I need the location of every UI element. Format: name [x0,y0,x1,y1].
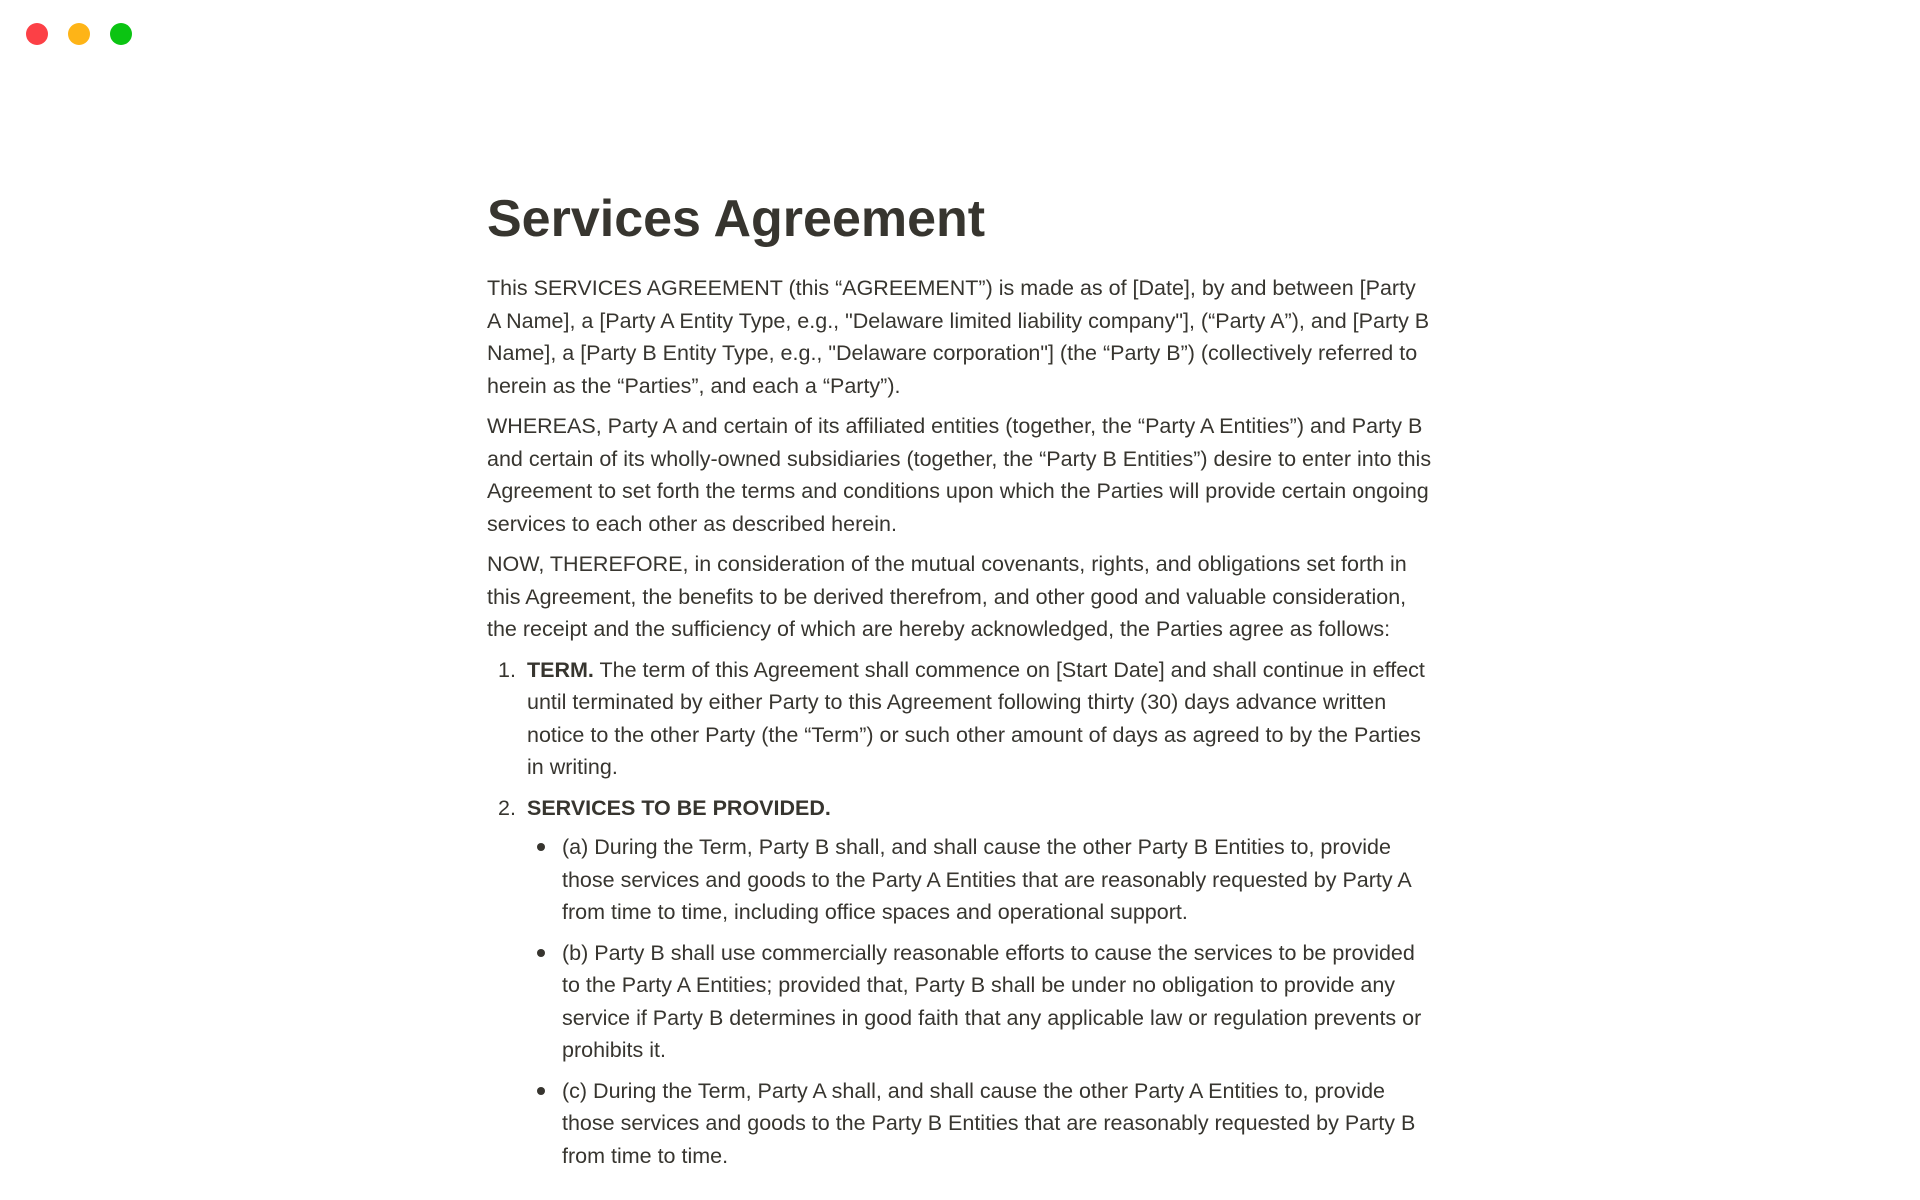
bullet-list [527,827,1433,1176]
numbered-list [487,650,1433,1181]
bullet-icon [537,831,562,851]
page-title[interactable]: Services Agreement [487,190,986,248]
document-page [487,0,1433,1180]
bullet-text: (c) During the Term, Party A shall, and shall cause the other Party A Entities to, provide those services and goods to the Party B Entities that are reasonably requested by Party B from time to time. [562,1078,1416,1168]
fullscreen-button[interactable] [110,23,132,45]
window-titlebar [0,0,1920,60]
paragraph-now-therefore[interactable]: NOW, THEREFORE, in consideration of the mutual covenants, rights, and obligations set forth in this Agreement, the benefits to be derived therefrom, and other good and valuable consideration, the receipt and the sufficiency of which are hereby acknowledged, the Parties agree as follows: [487,552,1407,641]
bullet-item-c[interactable] [527,1071,1433,1177]
list-item-text: The term of this Agreement shall commence on [Start Date] and shall continue in effect until terminated by either Party to this Agreement following thirty (30) days advance written notice to the other Party (the “Term”) or such other amount of days as agreed to by the Parties in writing. [527,657,1425,779]
list-item-content [527,792,1433,1177]
list-number: 1. [498,657,516,682]
window-controls [26,23,132,45]
bullet-text: (a) During the Term, Party B shall, and shall cause the other Party B Entities to, provide those services and goods to the Party A Entities that are reasonably requested by Party A from time to time, including office spaces and operational support. [562,835,1411,924]
bullet-icon [537,1075,562,1095]
list-item-services[interactable] [487,788,1433,1181]
list-item-lead: SERVICES TO BE PROVIDED. [527,795,831,820]
list-item-term[interactable] [487,650,1433,788]
bullet-text: (b) Party B shall use commercially reasonable efforts to cause the services to be provided to the Party A Entities; provided that, Party B shall be under no obligation to provide any service if Party B determines in good faith that any applicable law or regulation prevents or prohibits it. [562,940,1422,1062]
paragraph-whereas[interactable]: WHEREAS, Party A and certain of its affiliated entities (together, the “Party A Entities”) and Party B and certain of its wholly-owned subsidiaries (together, the “Party B Entities”) desire to enter into this Agreement to set forth the terms and conditions upon which the Parties will provide certain ongoing services to each other as described herein. [487,414,1432,536]
bullet-icon [537,937,562,957]
list-item-content [527,654,1433,784]
minimize-button[interactable] [68,23,90,45]
paragraph-preamble[interactable]: This SERVICES AGREEMENT (this “AGREEMENT”) is made as of [Date], by and between [Party A Name], a [Party A Entity Type, e.g., "Delaware limited liability company"], (“Party A”), and [Party B Name], a [Party B Entity Type, e.g., "Delaware corporation"] (the “Party B”) (collectively referred to herein as the “Parties”, and each a “Party”). [487,276,1430,398]
list-item-lead: TERM. [527,657,594,682]
bullet-item-b[interactable] [527,933,1433,1071]
bullet-item-a[interactable] [527,827,1433,933]
close-button[interactable] [26,23,48,45]
list-number: 2. [498,795,516,820]
